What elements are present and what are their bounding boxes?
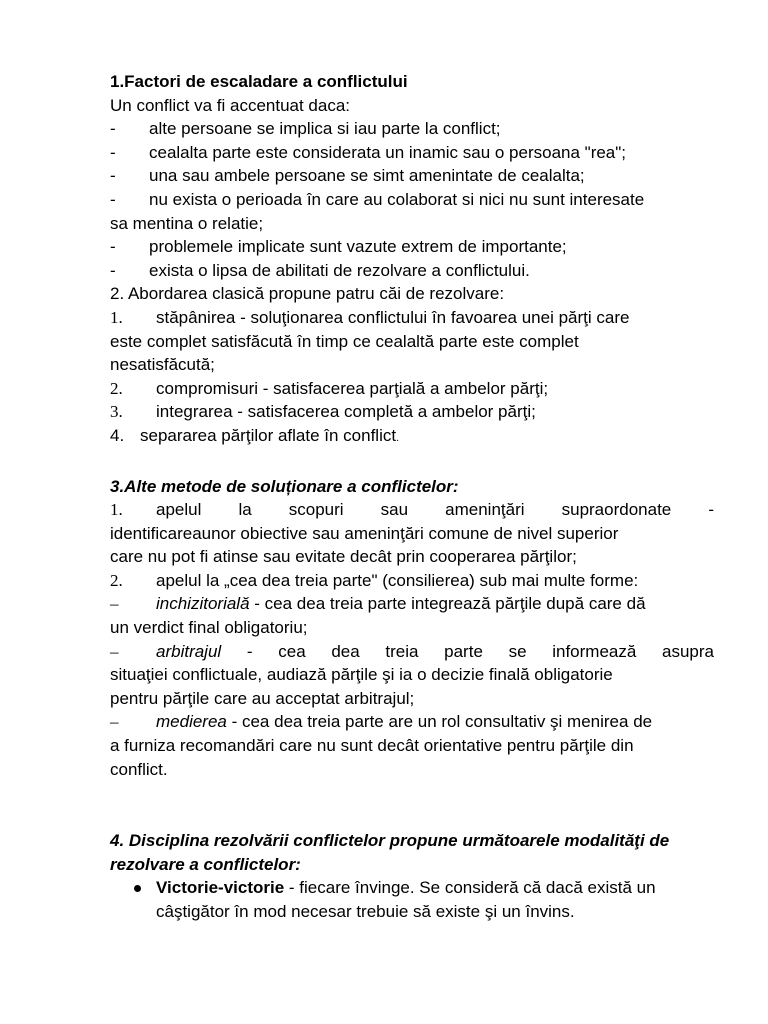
list-item: - una sau ambele persoane se simt amenintate de cealalta; xyxy=(110,164,714,188)
section4-title: 4. Disciplina rezolvării conflictelor propune următoarele modalităţi de xyxy=(110,831,670,851)
term: inchizitorială xyxy=(156,594,250,614)
item-number: 2. xyxy=(110,378,123,398)
numbered-item: 1. apelul la scopuri sau ameninţări supraordonate - xyxy=(110,498,714,522)
numbered-item-continuation: este complet satisfăcută în timp ce cealaltă parte este complet xyxy=(110,331,579,351)
dash-marker: - xyxy=(110,189,116,209)
term: arbitrajul xyxy=(156,641,222,661)
term: Victorie-victorie xyxy=(156,878,285,898)
list-item: - cealalta parte este considerata un inamic sau o persoana "rea"; xyxy=(110,141,714,165)
section1-intro: Un conflict va fi accentuat daca: xyxy=(110,95,351,115)
list-item: - problemele implicate sunt vazute extrem de importante; xyxy=(110,235,714,259)
list-item: - exista o lipsa de abilitati de rezolvare a conflictului. xyxy=(110,259,714,283)
numbered-item-continuation: care nu pot fi atinse sau evitate decât prin cooperarea părţilor; xyxy=(110,547,577,567)
numbered-item: 1. stăpânirea - soluţionarea conflictului în favoarea unei părţi care xyxy=(110,306,714,330)
list-item-continuation: pentru părţile care au acceptat arbitrajul; xyxy=(110,688,415,708)
list-item: – inchizitorială - cea dea treia parte integrează părţile după care dă xyxy=(110,592,714,616)
item-number: 4. xyxy=(110,425,125,445)
list-item-continuation: situaţiei conflictuale, audiază părţile şi ia o decizie finală obligatorie xyxy=(110,665,613,685)
bullet-item-continuation: câştigător în mod necesar trebuie să existe şi un învins. xyxy=(156,902,575,921)
dash-marker: - xyxy=(110,142,116,162)
list-item: – arbitrajul - cea dea treia parte se informează asupra xyxy=(110,640,714,664)
dash-marker: – xyxy=(110,641,119,661)
list-item: - alte persoane se implica si iau parte la conflict; xyxy=(110,117,714,141)
section4-title-continuation: rezolvare a conflictelor: xyxy=(110,854,301,874)
dash-marker: – xyxy=(110,712,119,732)
numbered-item: 4. separarea părţilor aflate în conflict. xyxy=(110,424,714,451)
bullet-icon xyxy=(134,885,141,892)
term: medierea xyxy=(156,712,227,732)
item-number: 1. xyxy=(110,500,123,520)
numbered-item-continuation: identificareaunor obiective sau ameninţări comune de nivel superior xyxy=(110,523,619,543)
dash-marker: – xyxy=(110,594,119,614)
bullet-item: Victorie-victorie - fiecare învinge. Se consideră că dacă există un xyxy=(110,876,714,900)
list-item: - nu exista o perioada în care au colaborat si nici nu sunt interesate xyxy=(110,188,714,212)
item-number: 1. xyxy=(110,307,123,327)
section1-title: 1.Factori de escaladare a conflictului xyxy=(110,72,408,91)
list-item-continuation: un verdict final obligatoriu; xyxy=(110,618,308,638)
list-item-continuation: conflict. xyxy=(110,759,168,779)
numbered-item: 3. integrarea - satisfacerea completă a ambelor părţi; xyxy=(110,400,714,424)
dash-marker: - xyxy=(110,119,116,139)
list-item-continuation: a furniza recomandări care nu sunt decât orientative pentru părţile din xyxy=(110,736,634,756)
document-page xyxy=(110,70,714,924)
dash-marker: - xyxy=(110,260,116,280)
numbered-item: 2. apelul la „cea dea treia parte" (consilierea) sub mai multe forme: xyxy=(110,569,714,593)
list-item: – medierea - cea dea treia parte are un rol consultativ şi menirea de xyxy=(110,710,714,734)
dash-marker: - xyxy=(110,237,116,257)
dash-marker: - xyxy=(110,166,116,186)
item-number: 3. xyxy=(110,402,123,422)
item-number: 2. xyxy=(110,570,123,590)
list-item-continuation: sa mentina o relatie; xyxy=(110,213,264,233)
numbered-item: 2. compromisuri - satisfacerea parţială a ambelor părţi; xyxy=(110,377,714,401)
section2-title: 2. Abordarea clasică propune patru căi de rezolvare: xyxy=(110,284,505,304)
numbered-item-continuation: nesatisfăcută; xyxy=(110,355,215,375)
section3-title: 3.Alte metode de soluționare a conflictelor: xyxy=(110,476,459,496)
